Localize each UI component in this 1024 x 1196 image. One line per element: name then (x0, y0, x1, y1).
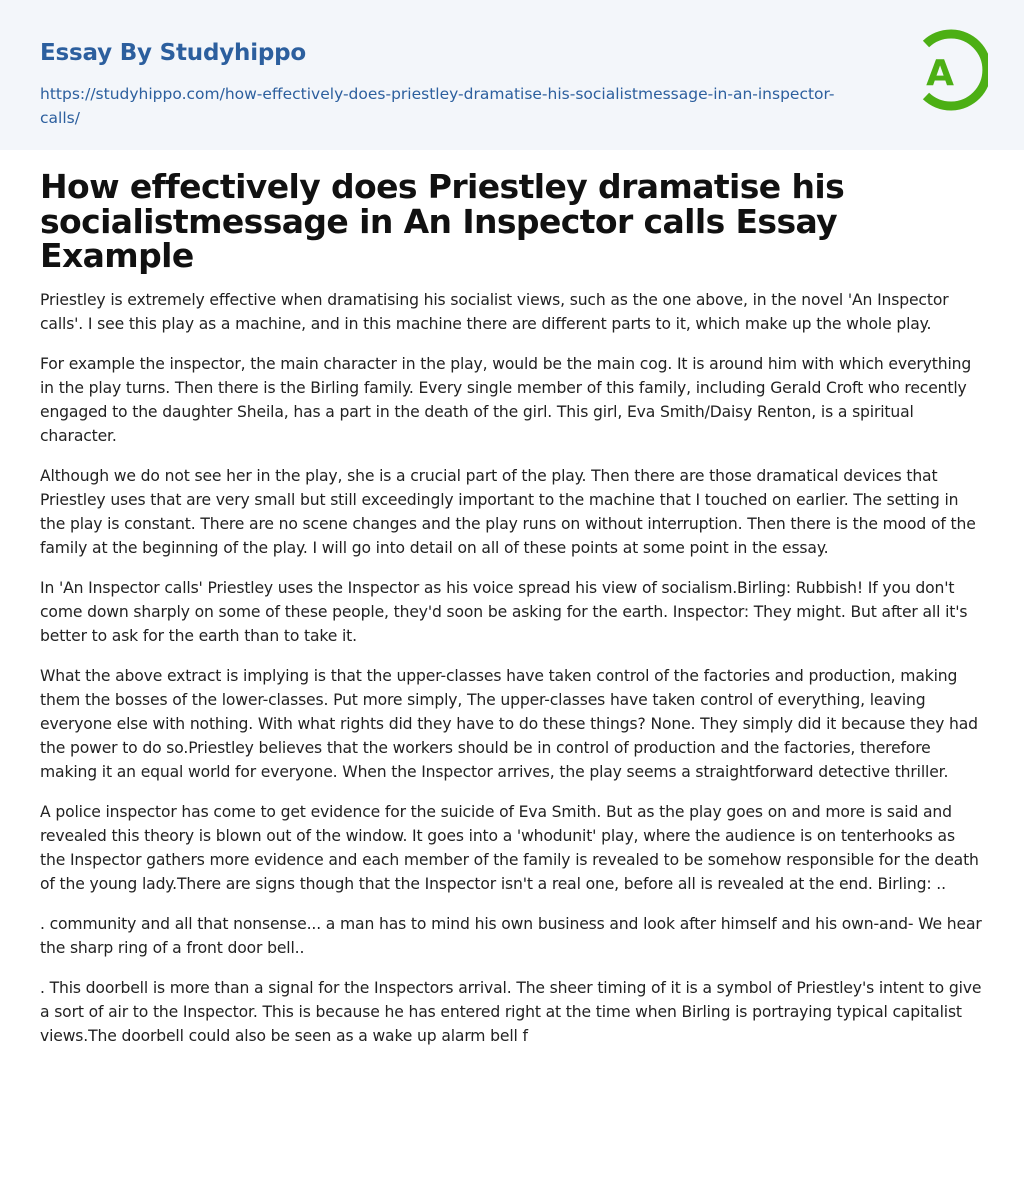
article-paragraph: A police inspector has come to get evidence for the suicide of Eva Smith. But as the play goes on and more is said and revealed this theory is blown out of the window. It goes into a 'whodunit' play, where the audience is on tenterhooks as the Inspector gathers more evidence and each member of the family is revealed to be somehow responsible for the death of the young lady.There are signs though that the Inspector isn't a real one, before all is revealed at the end. Birling: .. (40, 802, 979, 893)
article-paragraph: . This doorbell is more than a signal for the Inspectors arrival. The sheer timing of it is a symbol of Priestley's intent to give a sort of air to the Inspector. This is because he has entered right at the time when Birling is portraying typical capitalist views.The doorbell could also be seen as a wake up alarm bell f (40, 978, 982, 1045)
source-url-link[interactable]: https://studyhippo.com/how-effectively-does-priestley-dramatise-his-socialistmessage-in-an-inspector-calls/ (40, 85, 835, 127)
logo-letter: A (926, 53, 954, 94)
article-paragraph: For example the inspector, the main character in the play, would be the main cog. It is around him with which everything in the play turns. Then there is the Birling family. Every single member of this family, including Gerald Croft who recently engaged to the daughter Sheila, has a part in the death of the girl. This girl, Eva Smith/Daisy Renton, is a spiritual character. (40, 354, 972, 445)
site-brand[interactable]: Essay By Studyhippo (40, 40, 307, 66)
article-paragraph: In 'An Inspector calls' Priestley uses the Inspector as his voice spread his view of socialism.Birling: Rubbish! If you don't come down sharply on some of these people, they'd soon be asking for the earth. Inspector: They might. But after all it's better to ask for the earth than to take it. (40, 578, 968, 645)
article-paragraph: Although we do not see her in the play, she is a crucial part of the play. Then there are those dramatical devices that Priestley uses that are very small but still exceedingly important to the machine that I touched on earlier. The setting in the play is constant. There are no scene changes and the play runs on without interruption. Then there is the mood of the family at the beginning of the play. I will go into detail on all of these points at some point in the essay. (40, 466, 976, 557)
article-title: How effectively does Priestley dramatise his socialistmessage in An Inspector calls Essay Example (40, 167, 845, 275)
article-paragraph: What the above extract is implying is that the upper-classes have taken control of the factories and production, making them the bosses of the lower-classes. Put more simply, The upper-classes have taken control of everything, leaving everyone else with nothing. With what rights did they have to do these things? None. They simply did it because they had the power to do so.Priestley believes that the workers should be in control of production and the factories, therefore making it an equal world for everyone. When the Inspector arrives, the play seems a straightforward detective thriller. (40, 666, 978, 781)
article-paragraph: Priestley is extremely effective when dramatising his socialist views, such as the one above, in the novel 'An Inspector calls'. I see this play as a machine, and in this machine there are different parts to it, which make up the whole play. (40, 290, 949, 333)
article (40, 167, 984, 1064)
grade-a-logo-icon[interactable] (910, 28, 988, 116)
site-header (0, 0, 1024, 150)
article-paragraph: . community and all that nonsense... a man has to mind his own business and look after himself and his own-and- We hear the sharp ring of a front door bell.. (40, 914, 982, 957)
